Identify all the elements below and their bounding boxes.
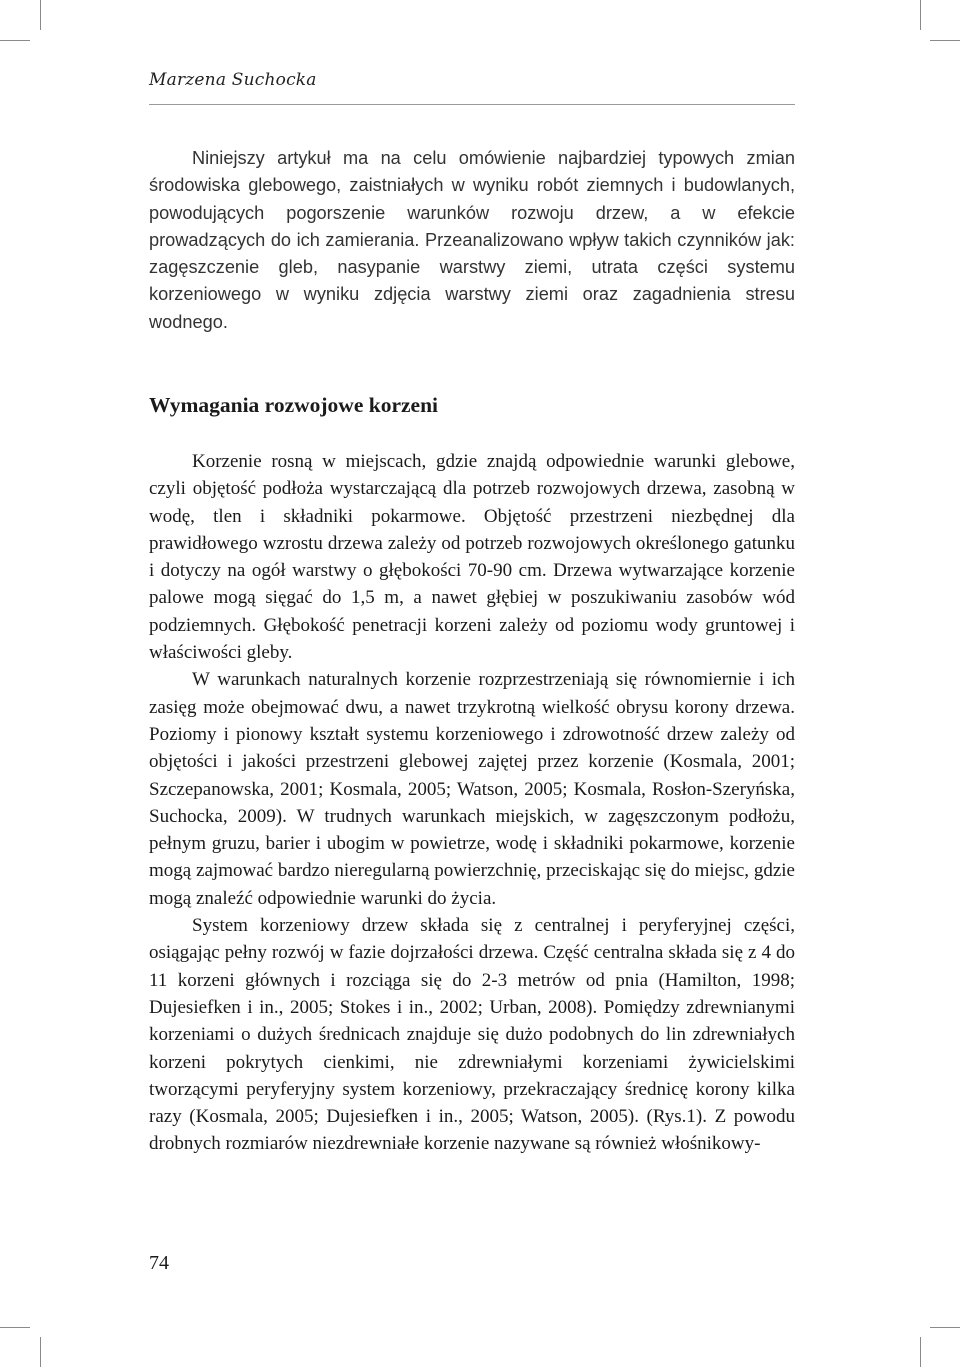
body-paragraph: System korzeniowy drzew składa się z centralnej i peryferyjnej części, osiągając pełny rozwój w fazie dojrzałości drzewa. Część centralna składa się z 4 do 11 korzeni głównych i rozciąga się do 2-3 metrów od pnia (Hamilton, 1998; Dujesiefken i in., 2005; Stokes i in., 2002; Urban, 2008). Pomiędzy zdrewnianymi korzeniami o dużych średnicach znajduje się dużo podobnych do lin zdrewniałych korzeni pokrytych cienkimi, nie zdrewniałymi korzeniami żywicielskimi tworzącymi peryferyjny system korzeniowy, przekraczający średnicę korony kilka razy (Kosmala, 2005; Dujesiefken i in., 2005; Watson, 2005). (Rys.1). Z powodu drobnych rozmiarów niezdrewniałe korzenie nazywane są również włośnikowy- bbox=[149, 915, 795, 1155]
crop-mark-bottom-right-horizontal bbox=[930, 1327, 960, 1328]
crop-mark-bottom-left-horizontal bbox=[0, 1327, 30, 1328]
abstract-paragraph: Niniejszy artykuł ma na celu omówienie najbardziej typowych zmian środowiska glebowego, zaistniałych w wyniku robót ziemnych i budowlanych, powodujących pogorszenie warunków rozwoju drzew, a w efekcie prowadzących do ich zamierania. Przeanalizowano wpływ takich czynników jak: zagęszczenie gleb, nasypanie warstwy ziemi, utrata części systemu korzeniowego w wyniku zdjęcia warstwy ziemi oraz zagadnienia stresu wodnego. bbox=[149, 148, 795, 332]
crop-mark-top-left-horizontal bbox=[0, 40, 30, 41]
body-paragraph: W warunkach naturalnych korzenie rozprzestrzeniają się równomiernie i ich zasięg może obejmować dwu, a nawet trzykrotną wielkość obrysu korony drzewa. Poziomy i pionowy kształt systemu korzeniowego i zdrowotność drzew zależy od objętości i jakości przestrzeni glebowej zajętej przez korzenie (Kosmala, 2001; Szczepanowska, 2001; Kosmala, 2005; Watson, 2005; Kosmala, Rosłon-Szeryńska, Suchocka, 2009). W trudnych warunkach miejskich, w zagęszczonym podłożu, pełnym gruzu, barier i ubogim w powietrze, wodę i składniki pokarmowe, korzenie mogą zajmować bardzo nieregularną powierzchnię, przeciskając się do miejsc, gdzie mogą znaleźć odpowiednie warunki do życia. bbox=[149, 669, 795, 909]
body-paragraph: Korzenie rosną w miejscach, gdzie znajdą odpowiednie warunki glebowe, czyli objętość podłoża wystarczającą dla potrzeb rozwojowych drzewa, zasobną w wodę, tlen i składniki pokarmowe. Objętość przestrzeni niezbędnej dla prawidłowego wzrostu drzewa zależy od potrzeb rozwojowych określonego gatunku i dotyczy na ogół warstwy o głębokości 70-90 cm. Drzewa wytwarzające korzenie palowe mogą sięgać do 1,5 m, a nawet głębiej w poszukiwaniu zasobów wód podziemnych. Głębokość penetracji korzeni zależy od poziomu wody gruntowej i właściwości gleby. bbox=[149, 451, 795, 664]
crop-mark-bottom-right bbox=[920, 1337, 921, 1367]
crop-mark-bottom-left bbox=[40, 1337, 41, 1367]
header-rule bbox=[149, 104, 795, 105]
crop-mark-top-right bbox=[920, 0, 921, 30]
section-body bbox=[149, 448, 795, 1158]
crop-mark-top-left bbox=[40, 0, 41, 30]
abstract-block bbox=[149, 145, 795, 336]
running-header-author: Marzena Suchocka bbox=[149, 70, 317, 90]
section-heading: Wymagania rozwojowe korzeni bbox=[149, 393, 439, 417]
crop-mark-top-right-horizontal bbox=[930, 40, 960, 41]
page-number: 74 bbox=[149, 1252, 169, 1274]
